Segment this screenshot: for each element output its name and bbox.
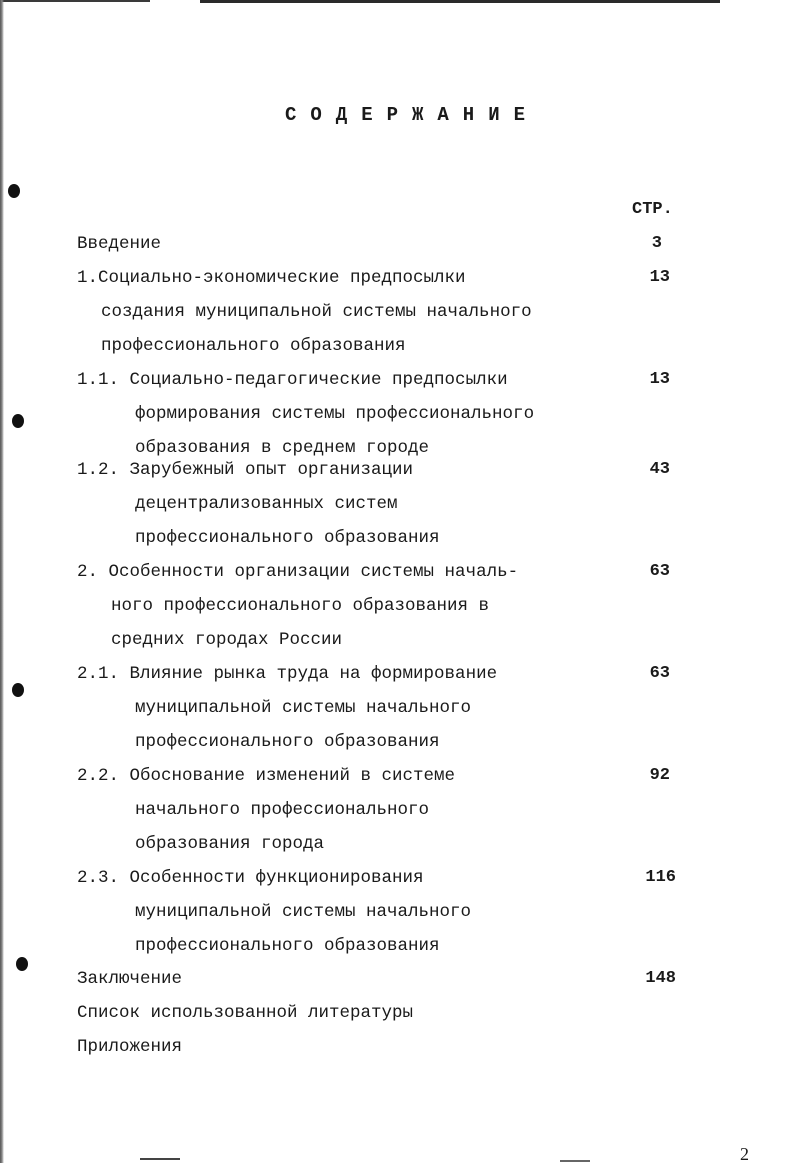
toc-entry-text: 1.2. Зарубежный опыт организации — [77, 460, 414, 480]
toc-entry-page: 116 — [645, 868, 676, 887]
scan-artifact-bottom — [140, 1158, 180, 1160]
toc-entry-text: 2.1. Влияние рынка труда на формирование — [77, 664, 498, 684]
pages-column-header: СТР. — [632, 200, 673, 219]
toc-entry-page: 148 — [645, 969, 676, 988]
toc-entry-text: создания муниципальной системы начального — [101, 302, 532, 322]
scan-artifact-left-edge — [0, 0, 4, 1163]
toc-entry-text: Заключение — [77, 969, 183, 989]
toc-entry-text: профессионального образования — [135, 732, 440, 752]
punch-hole-mark — [12, 683, 24, 697]
scan-artifact-top — [200, 0, 720, 3]
toc-entry-text: средних городах России — [111, 630, 343, 650]
toc-entry-text: муниципальной системы начального — [135, 698, 472, 718]
page-title: СОДЕРЖАНИЕ — [284, 104, 540, 126]
toc-entry-page: 13 — [649, 370, 670, 389]
punch-hole-mark — [16, 957, 28, 971]
toc-entry-text: 2. Особенности организации системы началь- — [77, 562, 519, 582]
toc-entry-text: Введение — [77, 234, 162, 254]
page-number: 2 — [740, 1144, 749, 1164]
punch-hole-mark — [12, 414, 24, 428]
toc-entry-text: начального профессионального — [135, 800, 430, 820]
scan-artifact-bottom — [560, 1160, 590, 1162]
toc-entry-text: 1.1. Социально-педагогические предпосылки — [77, 370, 508, 390]
toc-entry-text: децентрализованных систем — [135, 494, 398, 514]
toc-entry-text: профессионального образования — [135, 528, 440, 548]
toc-entry-page: 3 — [651, 234, 662, 253]
toc-entry-page: 43 — [649, 460, 670, 479]
toc-entry-page: 13 — [649, 268, 670, 287]
toc-entry-text: 1.Социально-экономические предпосылки — [77, 268, 466, 288]
toc-entry-text: профессионального образования — [101, 336, 406, 356]
toc-entry-text: профессионального образования — [135, 936, 440, 956]
toc-entry-text: муниципальной системы начального — [135, 902, 472, 922]
toc-entry-page: 92 — [649, 766, 670, 785]
toc-entry-text: ного профессионального образования в — [111, 596, 490, 616]
toc-entry-text: образования в среднем городе — [135, 438, 430, 458]
scan-artifact-top-left — [0, 0, 150, 2]
toc-entry-page: 63 — [649, 664, 670, 683]
toc-entry-page: 63 — [649, 562, 670, 581]
punch-hole-mark — [8, 184, 20, 198]
toc-entry-text: формирования системы профессионального — [135, 404, 535, 424]
toc-entry-text: Список использованной литературы — [77, 1003, 414, 1023]
toc-entry-text: Приложения — [77, 1037, 183, 1057]
toc-entry-text: образования города — [135, 834, 325, 854]
toc-entry-text: 2.3. Особенности функционирования — [77, 868, 424, 888]
toc-entry-text: 2.2. Обоснование изменений в системе — [77, 766, 456, 786]
